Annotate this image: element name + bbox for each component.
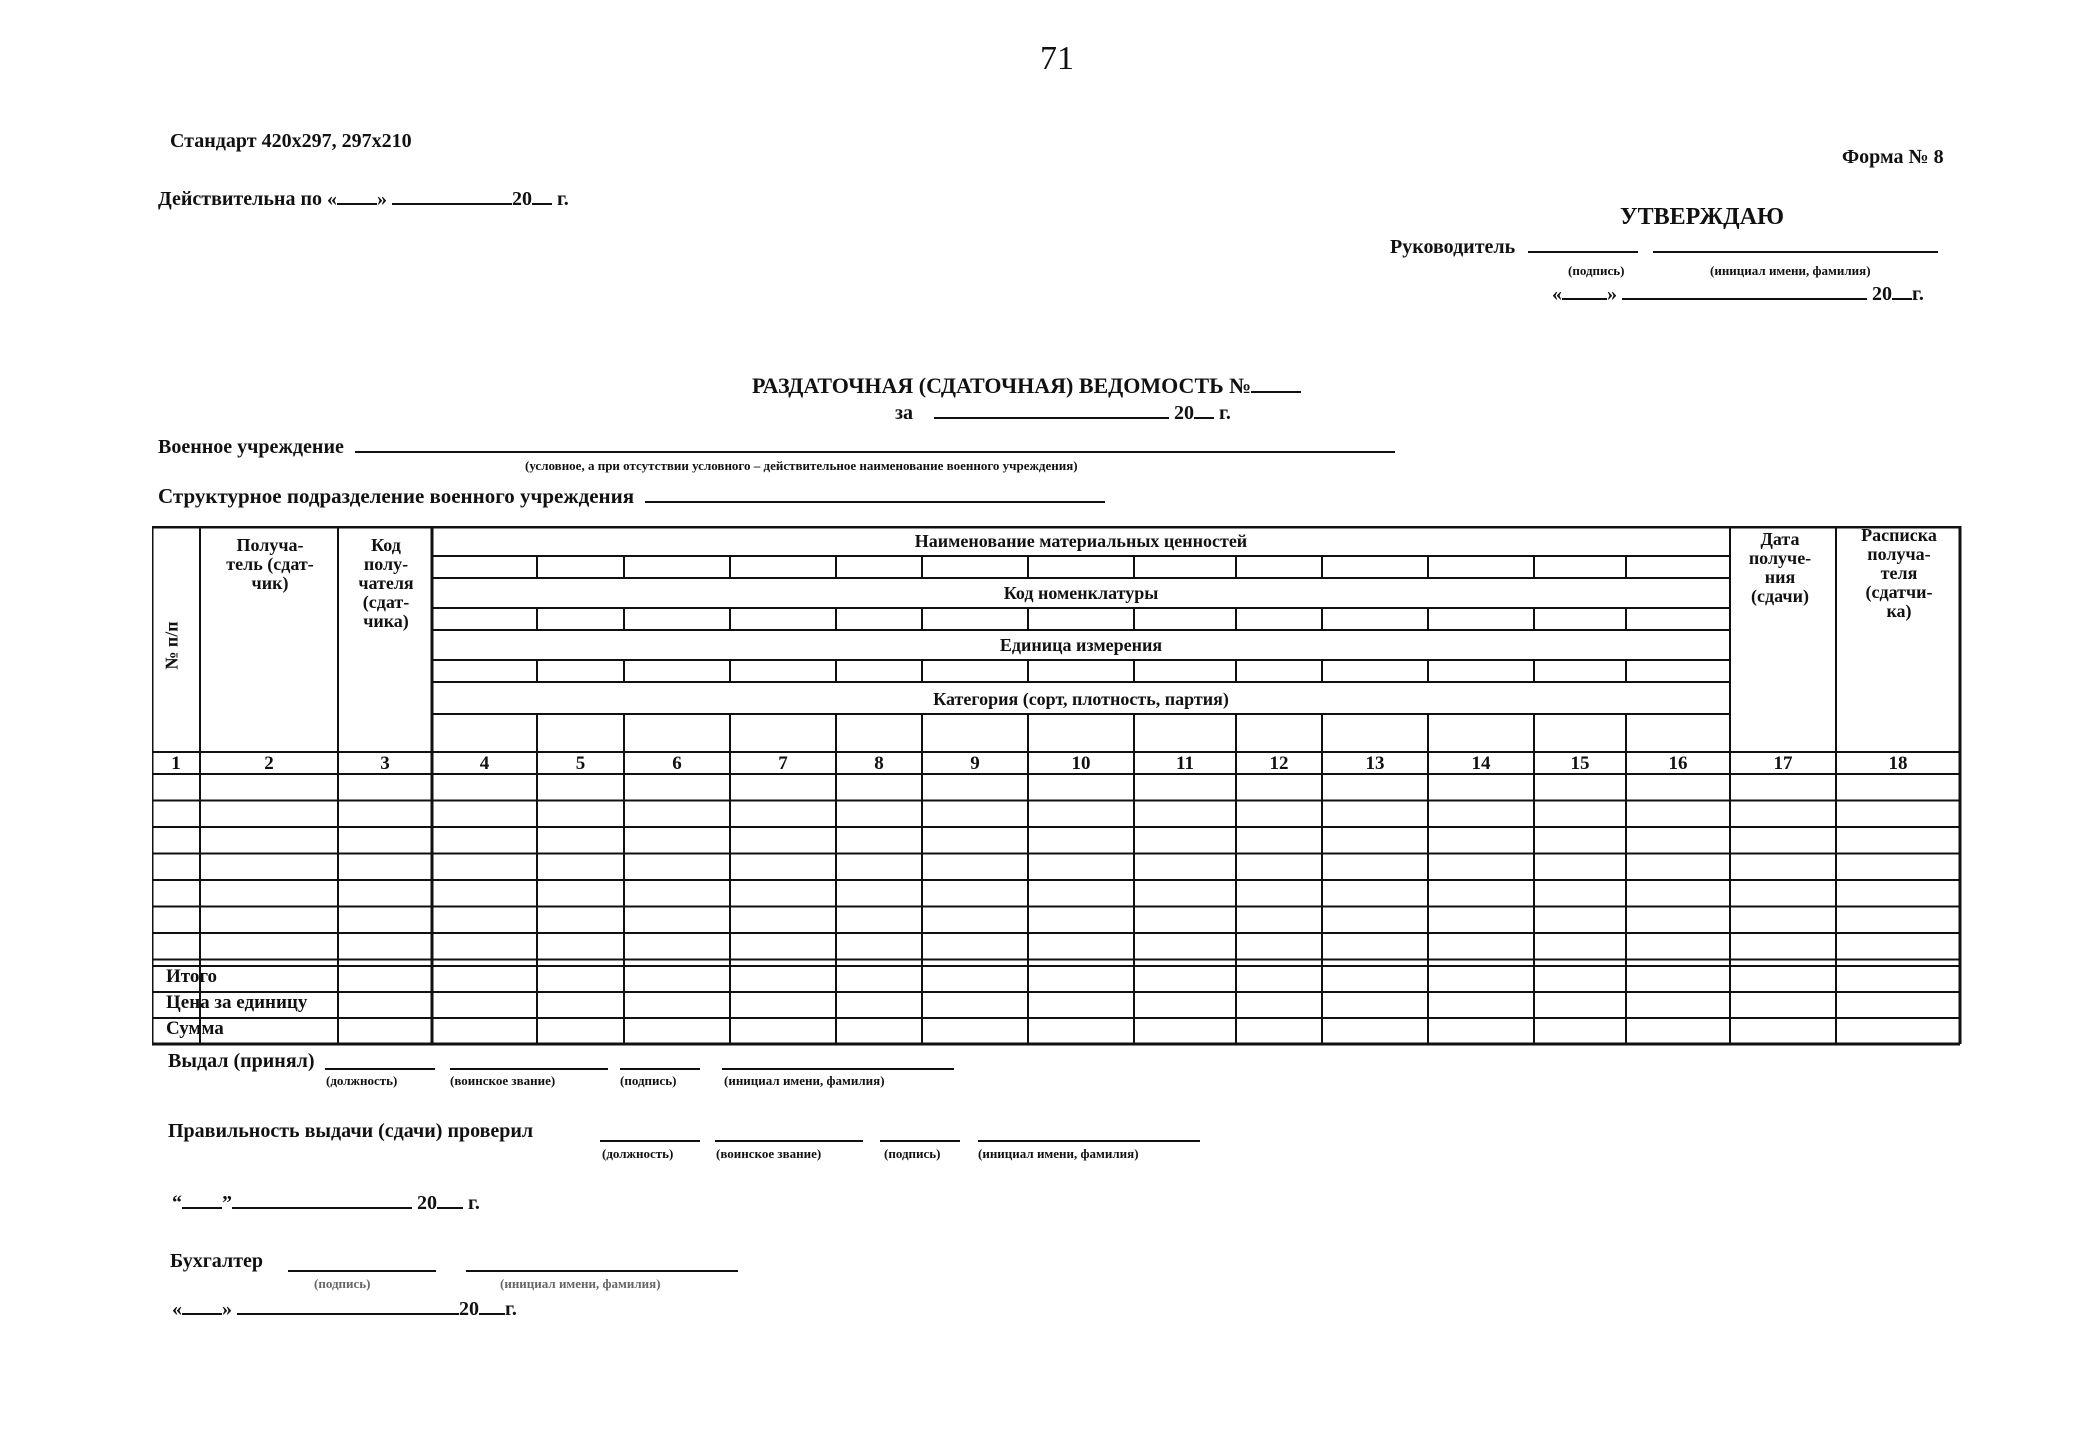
issued-rank-line: [450, 1068, 608, 1070]
group-row-code: Код номенклатуры: [1003, 583, 1159, 603]
issued-label: Выдал (принял): [168, 1050, 315, 1072]
column-number-8: 8: [874, 753, 884, 774]
form-number: Форма № 8: [1842, 146, 1944, 168]
division-row: [158, 484, 1105, 509]
accountant-year: 20: [459, 1298, 479, 1320]
column-number-16: 16: [1668, 753, 1688, 774]
approve-cap-name: (инициал имени, фамилия): [1710, 263, 1871, 278]
title-year-line: [1194, 417, 1214, 419]
accountant-day-line: [182, 1313, 222, 1315]
accountant-date-open: «: [172, 1298, 182, 1320]
issued-cap-signature: (подпись): [620, 1073, 677, 1088]
issued-cap-position: (должность): [326, 1073, 398, 1088]
column-number-13: 13: [1365, 753, 1385, 774]
institution-row: [158, 436, 1395, 459]
accountant-month-line: [237, 1313, 459, 1315]
approve-date-close: »: [1607, 283, 1617, 305]
title-period: [895, 402, 1231, 425]
group-row-name: Наименование материальных ценностей: [914, 531, 1248, 551]
col-header-recipient: Получа- тель (сдат- чик): [226, 535, 314, 593]
issued-cap-name: (инициал имени, фамилия): [724, 1073, 885, 1088]
column-number-18: 18: [1888, 753, 1908, 774]
institution-line: [355, 451, 1395, 453]
approve-role-line: [1390, 236, 1938, 259]
approve-year: 20: [1872, 283, 1892, 305]
approve-date-open: «: [1552, 283, 1562, 305]
column-number-2: 2: [264, 753, 274, 774]
accountant-date: [172, 1298, 517, 1321]
checked-cap-position: (должность): [602, 1146, 674, 1161]
accountant-name-line: [466, 1270, 738, 1272]
issued-name-line: [722, 1068, 954, 1070]
accountant-date-close: »: [222, 1298, 232, 1320]
approve-title: УТВЕРЖДАЮ: [1620, 204, 1785, 230]
title-for: за: [895, 402, 914, 424]
col-header-code: Код полу- чателя (сдат- чика): [358, 535, 414, 631]
summary-row-price: Цена за единицу: [166, 992, 308, 1013]
institution-caption: (условное, а при отсутствии условного – действительное наименование военного учреждения): [525, 458, 1078, 473]
approve-year-line: [1892, 298, 1912, 300]
accountant-suffix: г.: [505, 1298, 517, 1320]
column-number-1: 1: [171, 753, 181, 774]
issued-position-line: [325, 1068, 435, 1070]
approve-name-line: [1653, 251, 1938, 253]
valid-year-line: [532, 203, 552, 205]
document-number-line: [1251, 391, 1301, 393]
checked-name-line: [978, 1140, 1200, 1142]
valid-suffix: г.: [556, 188, 569, 210]
approve-suffix: г.: [1912, 283, 1924, 305]
checked-rank-line: [715, 1140, 863, 1142]
column-number-17: 17: [1773, 753, 1793, 774]
checked-date-open: “: [172, 1192, 182, 1214]
col-header-receipt: Расписка получа- теля (сдатчи- ка): [1861, 525, 1937, 621]
checked-signature-line: [880, 1140, 960, 1142]
checked-year: 20: [417, 1192, 437, 1214]
checked-position-line: [600, 1140, 700, 1142]
column-number-15: 15: [1570, 753, 1590, 774]
document-title-text: РАЗДАТОЧНАЯ (СДАТОЧНАЯ) ВЕДОМОСТЬ №: [752, 373, 1252, 398]
summary-row-sum: Сумма: [166, 1018, 224, 1039]
title-year: 20: [1174, 402, 1195, 424]
checked-cap-rank: (воинское звание): [716, 1146, 822, 1161]
checked-cap-name: (инициал имени, фамилия): [978, 1146, 1139, 1161]
column-number-6: 6: [672, 753, 682, 774]
column-number-3: 3: [380, 753, 390, 774]
column-number-14: 14: [1471, 753, 1491, 774]
issue-table: [152, 526, 1962, 1046]
checked-month-line: [232, 1207, 412, 1209]
valid-until: [158, 188, 569, 211]
valid-day-line: [337, 203, 377, 205]
title-suffix: г.: [1219, 402, 1231, 424]
group-row-category: Категория (сорт, плотность, партия): [933, 689, 1229, 709]
column-number-4: 4: [479, 753, 490, 774]
column-number-11: 11: [1176, 753, 1194, 774]
issued-signature-line: [620, 1068, 700, 1070]
checked-suffix: г.: [468, 1192, 480, 1214]
checked-date: [172, 1192, 480, 1215]
column-number-12: 12: [1269, 753, 1289, 774]
approve-date: [1552, 283, 1924, 306]
approve-signature-line: [1528, 251, 1638, 253]
checked-date-close: ”: [222, 1192, 232, 1214]
col-header-date: Дата получе- ния (сдачи): [1748, 529, 1812, 606]
accountant-cap-signature: (подпись): [314, 1276, 371, 1291]
accountant-year-line: [479, 1313, 505, 1315]
group-row-unit: Единица измерения: [999, 635, 1163, 655]
document-title: [752, 373, 1301, 399]
institution-label: Военное учреждение: [158, 436, 344, 458]
title-period-line: [934, 417, 1169, 419]
approve-role: Руководитель: [1390, 236, 1516, 258]
checked-day-line: [182, 1207, 222, 1209]
accountant-signature-line: [288, 1270, 436, 1272]
accountant-label: Бухгалтер: [170, 1250, 264, 1272]
valid-until-mid: »: [376, 188, 387, 210]
checked-cap-signature: (подпись): [884, 1146, 941, 1161]
column-number-9: 9: [970, 753, 980, 774]
issued-cap-rank: (воинское звание): [450, 1073, 556, 1088]
division-label: Структурное подразделение военного учреждения: [158, 484, 635, 508]
valid-year: 20: [511, 188, 532, 210]
page-number: 71: [1040, 40, 1074, 77]
column-number-7: 7: [778, 753, 788, 774]
approve-day-line: [1562, 298, 1607, 300]
checked-year-line: [437, 1207, 463, 1209]
checked-label: Правильность выдачи (сдачи) проверил: [168, 1120, 534, 1142]
approve-month-line: [1622, 298, 1867, 300]
summary-row-total: Итого: [166, 966, 218, 987]
division-line: [645, 501, 1105, 503]
approve-cap-signature: (подпись): [1568, 263, 1625, 278]
column-number-5: 5: [575, 753, 586, 774]
accountant-cap-name: (инициал имени, фамилия): [500, 1276, 661, 1291]
valid-month-line: [392, 203, 512, 205]
col-header-num: № п/п: [161, 621, 182, 670]
valid-until-prefix: Действительна по «: [158, 188, 337, 210]
standard-label: Стандарт 420x297, 297x210: [170, 130, 412, 152]
column-number-10: 10: [1071, 753, 1091, 774]
